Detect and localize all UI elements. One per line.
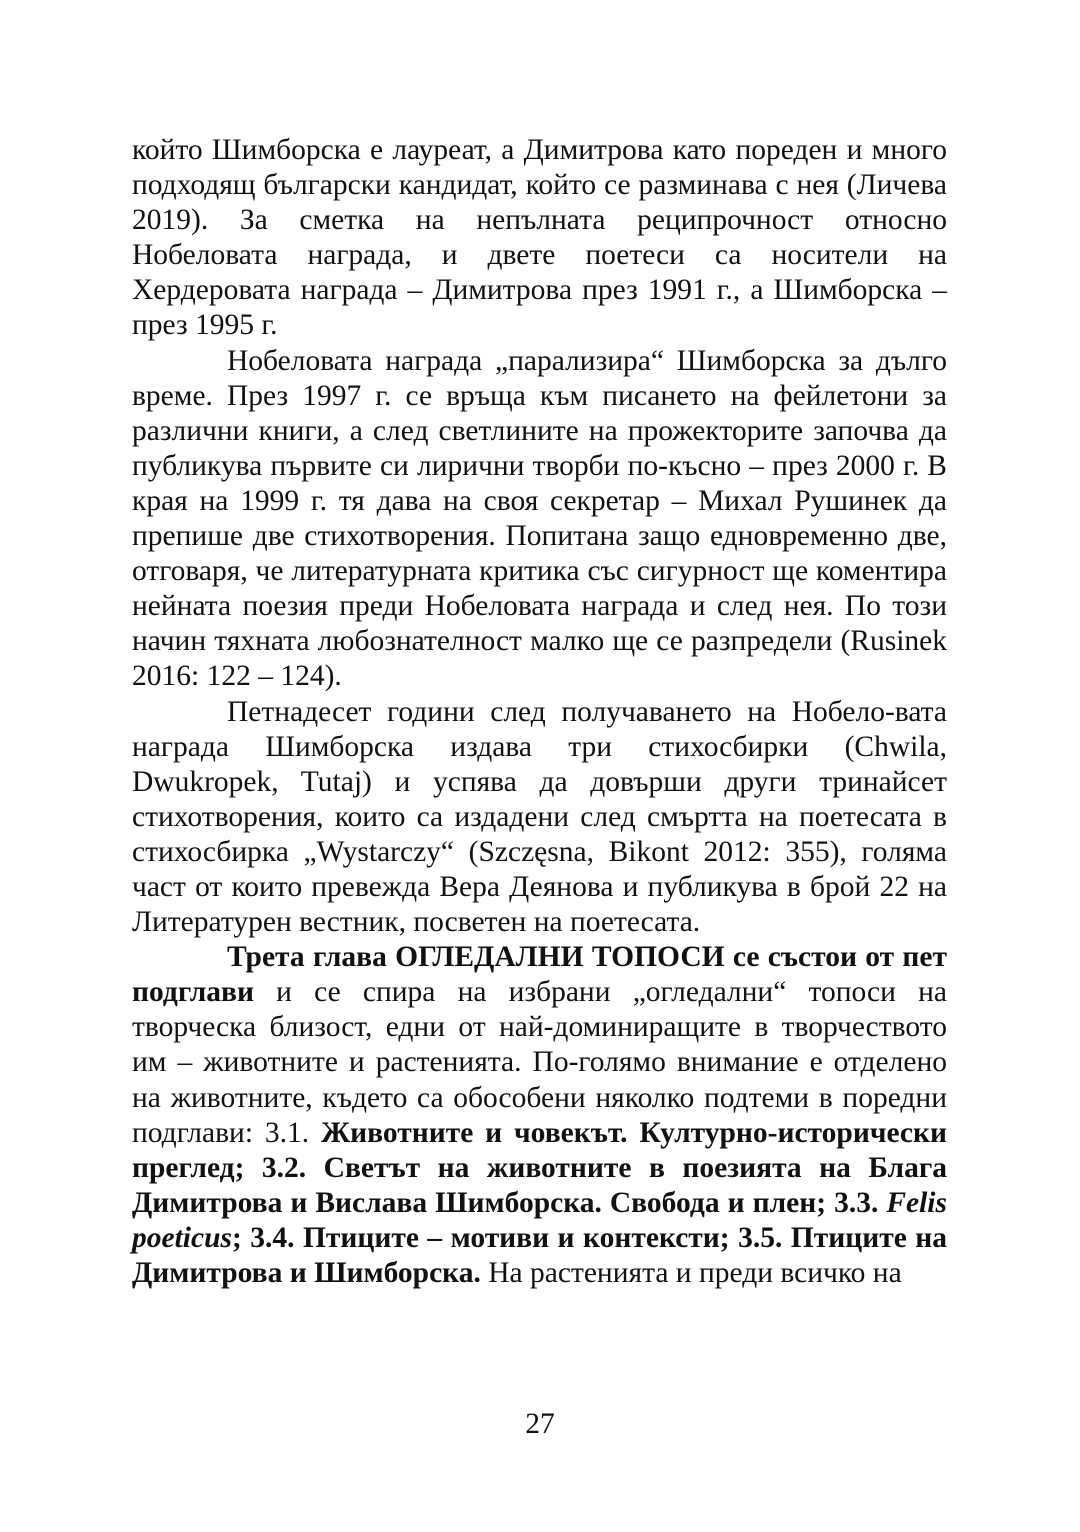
paragraph-collections: Петнадесет години след получаването на Нобело-вата награда Шимборска издава три стихосбирки (Chwila, Dwukropek, Tutaj) и успява да довърши други тринайсет стихотворения, които са издадени след смъртта на поетесата в стихосбирка „Wystarczy“ (Szczęsna, Bikont 2012: 355), голяма част от които превежда Вера Деянова и публикува в брой 22 на Литературен вестник, посветен на поетесата.: [132, 695, 947, 939]
paragraph-chapter-three: [132, 940, 947, 1291]
subchapter-list-part-1: Животните и човекът. Културно-исторически преглед; 3.2. Светът на животните в поезията на Блага Димитрова и Вислава Шимборска. Свобода и плен; 3.3.: [132, 1116, 947, 1219]
paragraph-continued: който Шимборска е лауреат, а Димитрова като пореден и много подходящ български кандидат, който се разминава с нея (Личева 2019). За сметка на непълната реципрочност относно Нобеловата награда, и двете поетеси са носители на Хердеровата награда – Димитрова през 1991 г., а Шимборска – през 1995 г.: [132, 134, 947, 342]
body-text: [132, 133, 947, 1291]
subchapter-list-part-2: ; 3.4. Птиците – мотиви и контексти; 3.5. Птиците на Димитрова и Шимборска.: [132, 1221, 947, 1289]
felis-poeticus: Felis poeticus: [132, 1186, 947, 1254]
page-number: 27: [525, 1408, 555, 1440]
chapter-three-continuation: На растенията и преди всичко на: [480, 1257, 902, 1289]
paragraph-nobel-paralysis: Нобеловата награда „парализира“ Шимборска за дълго време. През 1997 г. се връща към писането на фейлетони за различни книги, а след светлините на прожекторите започва да публикува първите си лирични творби по-късно – през 2000 г. В края на 1999 г. тя дава на своя секретар – Михал Рушинек да препише две стихотворения. Попитана защо едновременно две, отговаря, че литературната критика със сигурност ще коментира нейната поезия преди Нобеловата награда и след нея. По този начин тяхната любознателност малко ще се разпредели (Rusinek 2016: 122 – 124).: [132, 344, 947, 693]
chapter-three-lead: Трета глава ОГЛЕДАЛНИ ТОПОСИ се състои от пет подглави: [132, 941, 947, 1009]
chapter-three-text: и се спира на избрани „огледални“ топоси на творческа близост, едни от най-доминиращите в творчеството им – животните и растенията. По-голямо внимание е отделено на животните, където са обособени няколко подтеми в поредни подглави: 3.1.: [132, 976, 947, 1149]
